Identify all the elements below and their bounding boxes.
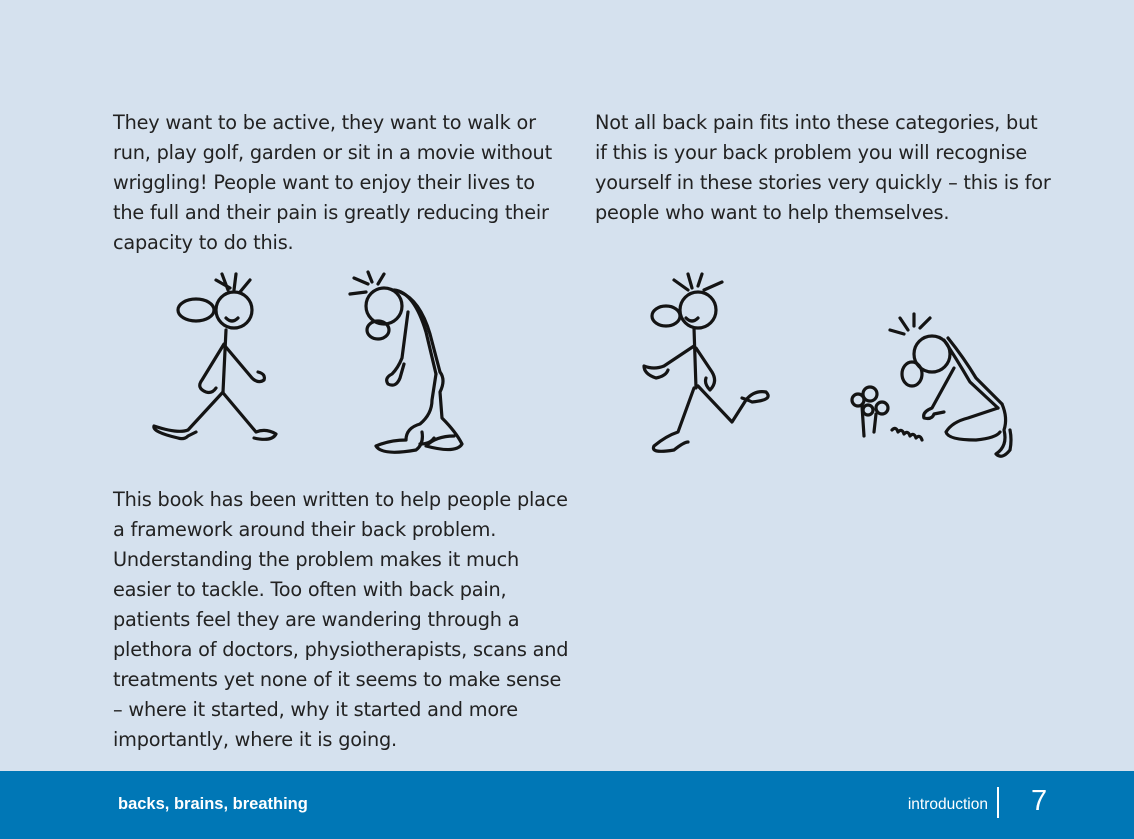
book-title: backs, brains, breathing bbox=[118, 795, 308, 813]
gardening-figure bbox=[848, 312, 1023, 460]
paragraph-back-pain-categories: Not all back pain fits into these categories, but if this is your back problem you will recognise yourself in these stories very quickly – this is for people who want to help themselves. bbox=[595, 111, 1051, 224]
page-number: 7 bbox=[1031, 785, 1048, 817]
stooped-figure bbox=[338, 272, 478, 464]
footer-divider bbox=[997, 787, 999, 818]
paragraph-active-lives: They want to be active, they want to walk or run, play golf, garden or sit in a movie without wriggling! People want to enjoy their lives to the full and their pain is greatly reducing their capacity to do this. bbox=[113, 111, 552, 254]
running-figure bbox=[636, 272, 776, 462]
section-label: introduction bbox=[907, 796, 988, 813]
walking-figure bbox=[150, 272, 285, 462]
paragraph-book-purpose: This book has been written to help people place a framework around their back problem. Understanding the problem makes it much easier to tackle. Too often with back pain, patients feel they are wandering through a plethora of doctors, physiotherapists, scans and treatments yet none of it seems to make sense – where it started, why it started and more importantly, where it is going. bbox=[113, 488, 569, 751]
